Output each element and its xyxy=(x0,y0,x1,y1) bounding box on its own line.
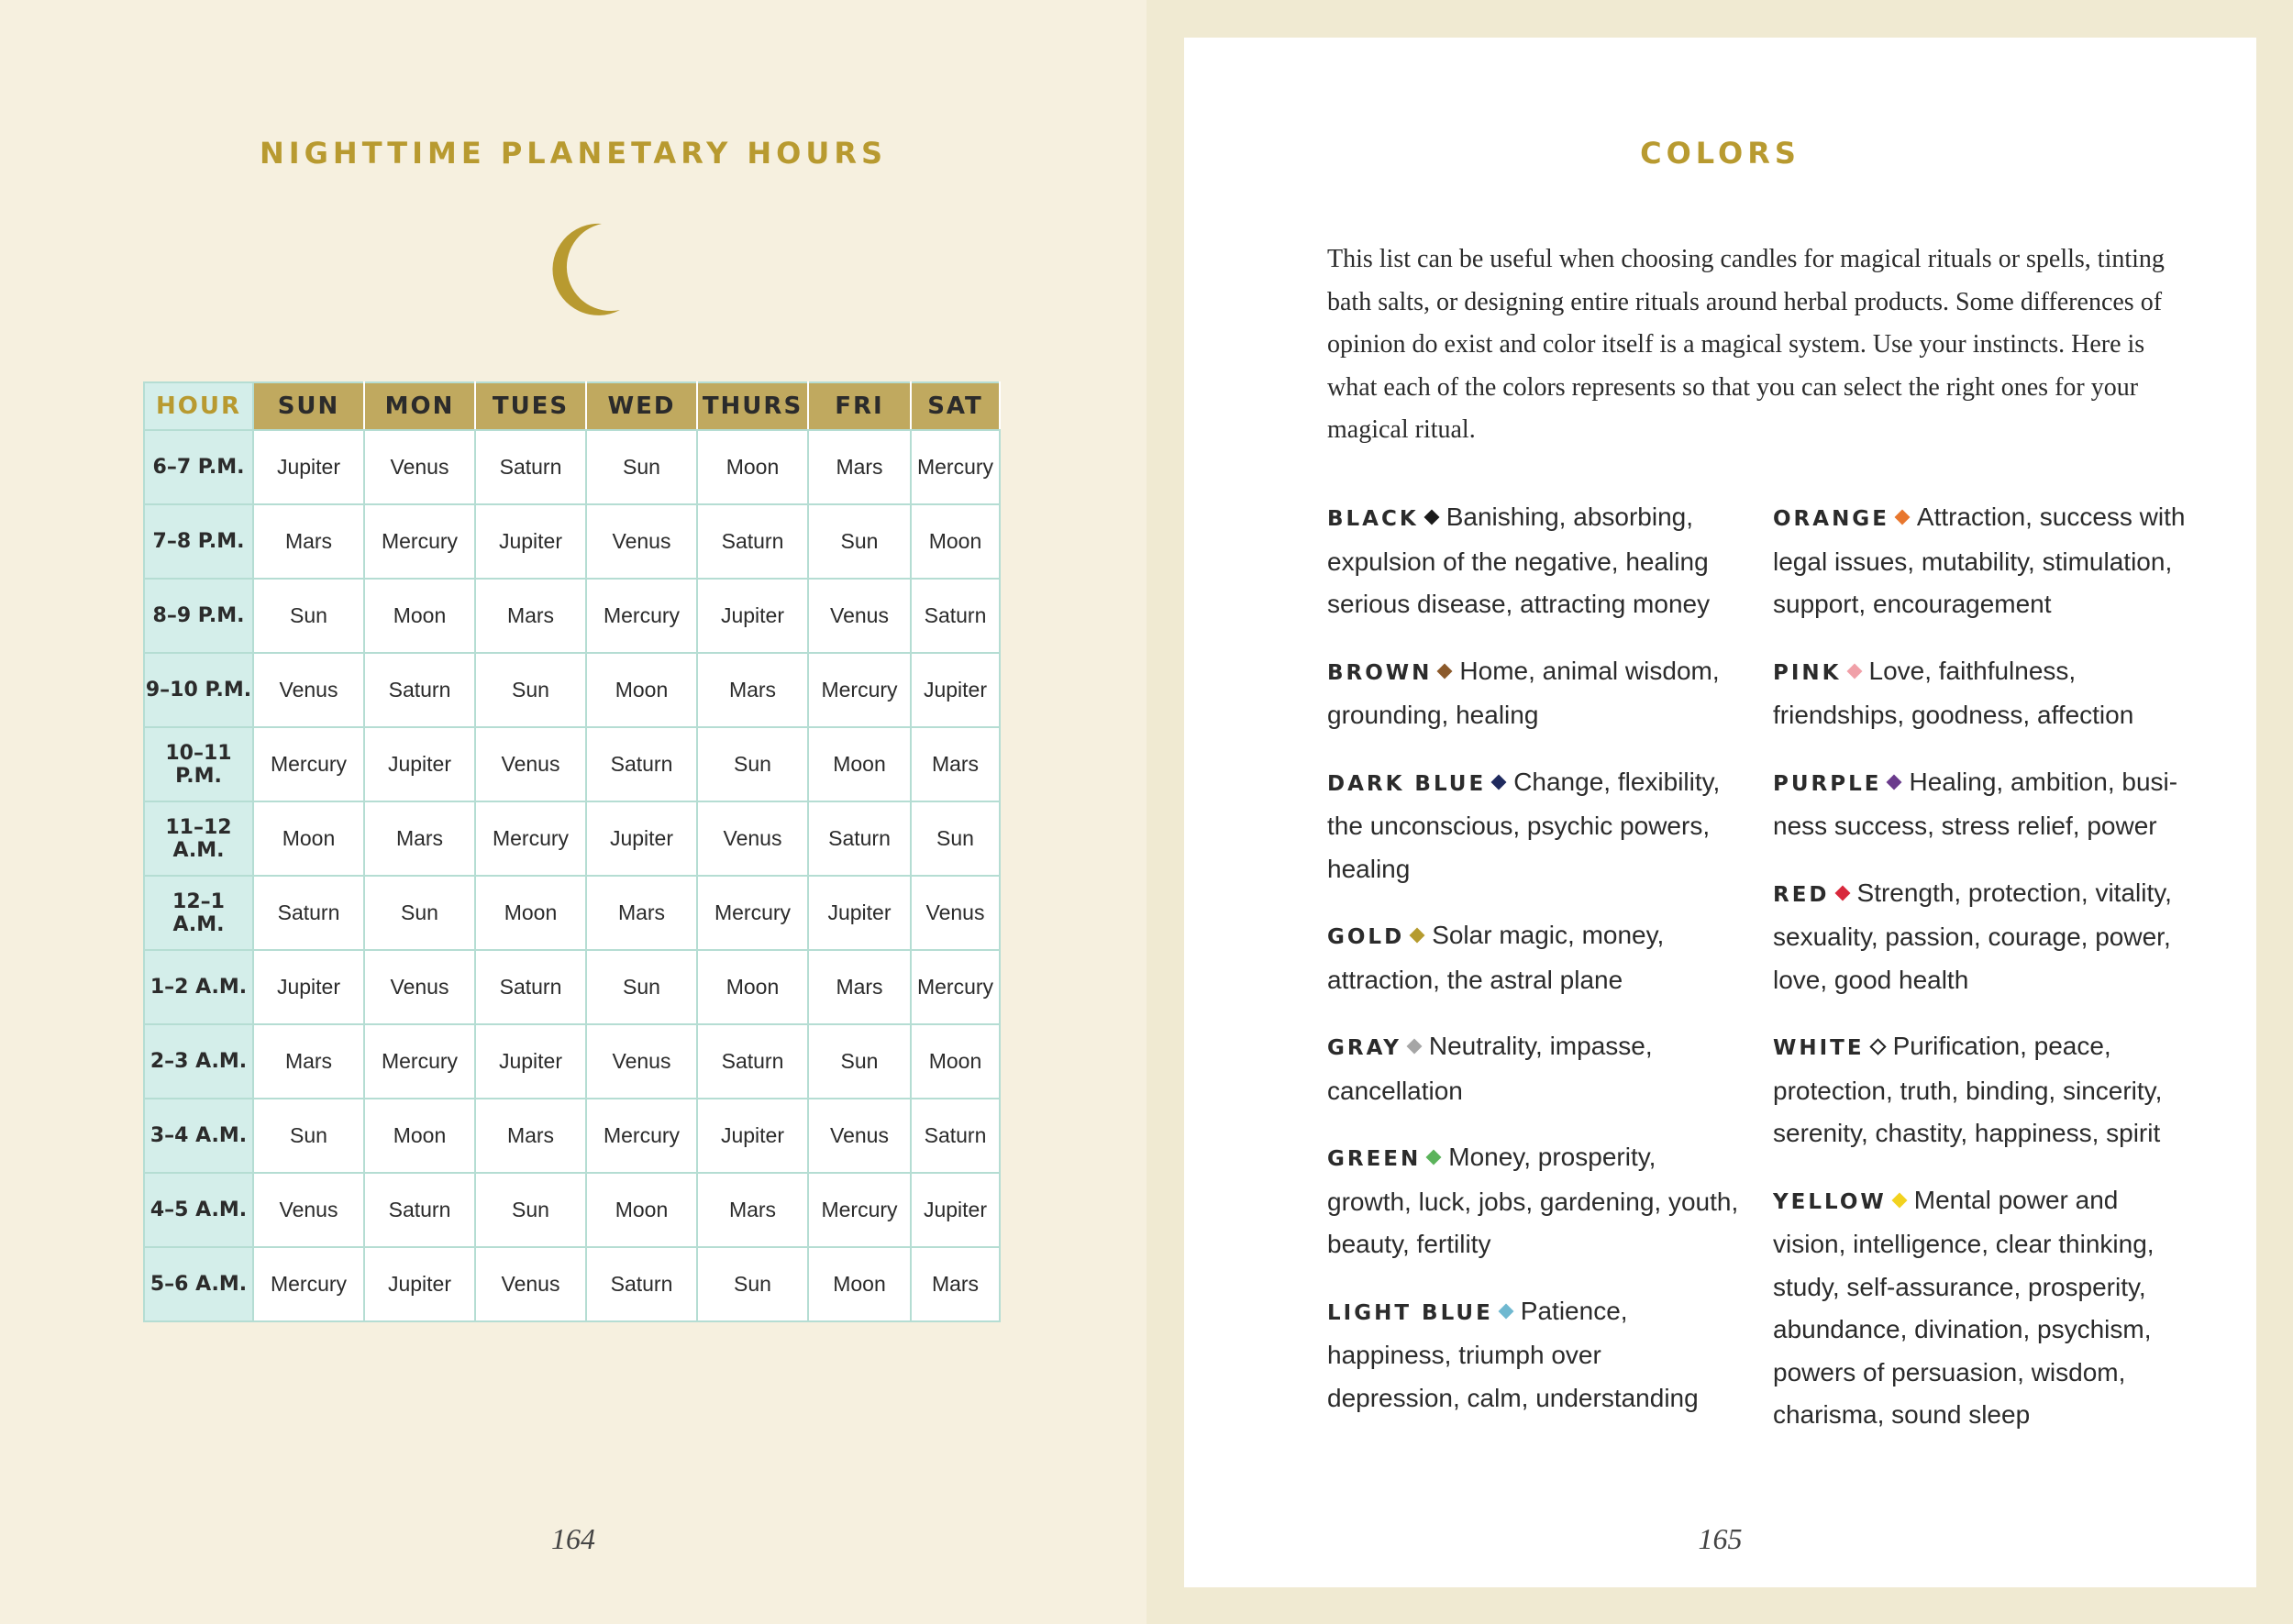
color-meaning: Patience, happiness, triumph over depression, calm, understanding xyxy=(1327,1296,1699,1412)
diamond-icon xyxy=(1423,510,1439,525)
planet-cell: Saturn xyxy=(911,579,1000,653)
color-meaning: Purification, peace, protection, truth, binding, sincerity, serenity, chastity, happiness, spirit xyxy=(1773,1032,2163,1147)
diamond-icon xyxy=(1406,1039,1422,1055)
right-page xyxy=(1146,0,2293,1624)
table-row xyxy=(144,430,1000,504)
planet-cell: Sun xyxy=(253,1099,364,1173)
color-entry xyxy=(1773,1025,2195,1155)
planet-cell: Venus xyxy=(911,876,1000,950)
planet-cell: Venus xyxy=(697,801,808,876)
color-entry xyxy=(1773,872,2195,1002)
planet-cell: Jupiter xyxy=(808,876,911,950)
planet-cell: Mars xyxy=(475,1099,586,1173)
planet-cell: Mercury xyxy=(586,579,697,653)
color-name: ORANGE xyxy=(1773,507,1889,531)
color-entry xyxy=(1773,1179,2195,1437)
color-entry xyxy=(1327,650,1740,737)
color-meaning: Healing, ambition, business success, stress relief, power xyxy=(1773,767,2178,840)
hour-cell: 5–6 A.M. xyxy=(144,1247,253,1321)
table-row xyxy=(144,801,1000,876)
table-row xyxy=(144,876,1000,950)
planet-cell: Moon xyxy=(586,653,697,727)
planet-cell: Mercury xyxy=(475,801,586,876)
color-meaning: Banishing, absorbing, expulsion of the negative, healing serious disease, attracting money xyxy=(1327,503,1711,618)
planet-cell: Moon xyxy=(911,504,1000,579)
hour-cell: 4–5 A.M. xyxy=(144,1173,253,1247)
column-header: TUES xyxy=(475,382,586,430)
planet-cell: Sun xyxy=(697,727,808,801)
diamond-icon xyxy=(1887,774,1902,790)
planet-cell: Mars xyxy=(697,1173,808,1247)
diamond-icon xyxy=(1891,1192,1907,1208)
column-header: MON xyxy=(364,382,475,430)
planet-cell: Moon xyxy=(364,579,475,653)
column-header: HOUR xyxy=(144,382,253,430)
colors-column-right xyxy=(1773,496,2195,1461)
planet-cell: Mercury xyxy=(697,876,808,950)
planet-cell: Venus xyxy=(253,653,364,727)
color-entry xyxy=(1773,761,2195,848)
planet-cell: Moon xyxy=(808,1247,911,1321)
color-entry xyxy=(1773,650,2195,737)
color-meaning: Home, animal wisdom, grounding, healing xyxy=(1327,656,1720,729)
planet-cell: Venus xyxy=(586,504,697,579)
hour-cell: 8–9 P.M. xyxy=(144,579,253,653)
hour-cell: 10–11 P.M. xyxy=(144,727,253,801)
hour-cell: 9–10 P.M. xyxy=(144,653,253,727)
planet-cell: Saturn xyxy=(586,727,697,801)
table-row xyxy=(144,1099,1000,1173)
color-name: BROWN xyxy=(1327,660,1433,685)
table-row xyxy=(144,504,1000,579)
column-header: THURS xyxy=(697,382,808,430)
planet-cell: Sun xyxy=(475,1173,586,1247)
color-name: YELLOW xyxy=(1773,1189,1887,1214)
color-name: RED xyxy=(1773,882,1830,907)
column-header: WED xyxy=(586,382,697,430)
table-row xyxy=(144,653,1000,727)
planet-cell: Venus xyxy=(586,1024,697,1099)
page-title: NIGHTTIME PLANETARY HOURS xyxy=(259,136,888,171)
planet-cell: Mars xyxy=(911,1247,1000,1321)
diamond-icon xyxy=(1426,1150,1442,1166)
planet-cell: Jupiter xyxy=(697,579,808,653)
planet-cell: Jupiter xyxy=(475,504,586,579)
planet-cell: Sun xyxy=(697,1247,808,1321)
planet-cell: Mars xyxy=(253,504,364,579)
planet-cell: Moon xyxy=(697,430,808,504)
planet-cell: Mars xyxy=(253,1024,364,1099)
left-page xyxy=(0,0,1146,1624)
planet-cell: Sun xyxy=(586,430,697,504)
planet-cell: Sun xyxy=(586,950,697,1024)
color-entry xyxy=(1327,914,1740,1001)
planet-cell: Saturn xyxy=(808,801,911,876)
planet-cell: Moon xyxy=(253,801,364,876)
planet-cell: Mars xyxy=(364,801,475,876)
planet-cell: Mercury xyxy=(253,727,364,801)
planet-cell: Mars xyxy=(808,950,911,1024)
planet-cell: Jupiter xyxy=(697,1099,808,1173)
crescent-moon-icon xyxy=(530,218,631,319)
column-header: FRI xyxy=(808,382,911,430)
planet-cell: Saturn xyxy=(697,504,808,579)
table-row xyxy=(144,1247,1000,1321)
diamond-icon xyxy=(1437,663,1453,679)
hour-cell: 6–7 P.M. xyxy=(144,430,253,504)
planet-cell: Mars xyxy=(697,653,808,727)
diamond-icon xyxy=(1834,885,1850,900)
hour-cell: 12–1 A.M. xyxy=(144,876,253,950)
color-name: GRAY xyxy=(1327,1036,1401,1060)
color-entry xyxy=(1773,496,2195,626)
planet-cell: Venus xyxy=(364,430,475,504)
planet-cell: Mercury xyxy=(911,950,1000,1024)
color-meaning: Neutrality, impasse, cancellation xyxy=(1327,1032,1653,1105)
planet-cell: Venus xyxy=(808,579,911,653)
column-header: SUN xyxy=(253,382,364,430)
color-meaning: Money, prosperity, growth, luck, jobs, gardening, youth, beauty, fertility xyxy=(1327,1143,1739,1258)
planet-cell: Saturn xyxy=(253,876,364,950)
diamond-icon xyxy=(1869,1038,1886,1055)
planet-cell: Jupiter xyxy=(364,727,475,801)
planet-cell: Mars xyxy=(911,727,1000,801)
page-card xyxy=(1184,38,2256,1587)
column-header: SAT xyxy=(911,382,1000,430)
hour-cell: 11–12 A.M. xyxy=(144,801,253,876)
color-name: BLACK xyxy=(1327,507,1419,531)
color-name: PINK xyxy=(1773,660,1842,685)
planet-cell: Mercury xyxy=(253,1247,364,1321)
planet-cell: Mars xyxy=(808,430,911,504)
planet-cell: Mercury xyxy=(808,1173,911,1247)
planet-cell: Jupiter xyxy=(911,653,1000,727)
planet-cell: Sun xyxy=(808,504,911,579)
planet-cell: Mercury xyxy=(808,653,911,727)
planet-cell: Venus xyxy=(253,1173,364,1247)
color-meaning: Strength, protection, vitality, sexuality, passion, courage, power, love, good health xyxy=(1773,878,2172,994)
planet-cell: Mars xyxy=(586,876,697,950)
planet-cell: Jupiter xyxy=(911,1173,1000,1247)
table-row xyxy=(144,1024,1000,1099)
intro-paragraph: This list can be useful when choosing candles for magical rituals or spells, tinting bath salts, or designing entire rituals around herbal products. Some differences of opinion do exist and color itself is a magical system. Use your instincts. Here is what each of the colors represents so that you can select the right ones for your magical ritual. xyxy=(1327,245,2165,444)
planet-cell: Sun xyxy=(253,579,364,653)
planet-cell: Jupiter xyxy=(253,430,364,504)
planet-cell: Venus xyxy=(808,1099,911,1173)
planet-cell: Mercury xyxy=(911,430,1000,504)
planet-cell: Sun xyxy=(808,1024,911,1099)
color-entry xyxy=(1327,1136,1740,1266)
diamond-icon xyxy=(1846,663,1862,679)
planet-cell: Saturn xyxy=(364,653,475,727)
hour-cell: 2–3 A.M. xyxy=(144,1024,253,1099)
planet-cell: Sun xyxy=(911,801,1000,876)
table-row xyxy=(144,579,1000,653)
planet-cell: Saturn xyxy=(475,950,586,1024)
color-name: GREEN xyxy=(1327,1147,1422,1171)
planet-cell: Venus xyxy=(364,950,475,1024)
planet-cell: Venus xyxy=(475,727,586,801)
planet-cell: Jupiter xyxy=(475,1024,586,1099)
hour-cell: 1–2 A.M. xyxy=(144,950,253,1024)
planet-cell: Saturn xyxy=(364,1173,475,1247)
planet-cell: Sun xyxy=(475,653,586,727)
diamond-icon xyxy=(1894,510,1910,525)
planet-cell: Mars xyxy=(475,579,586,653)
planet-cell: Saturn xyxy=(475,430,586,504)
planet-cell: Saturn xyxy=(697,1024,808,1099)
color-entry xyxy=(1327,1290,1740,1420)
planet-cell: Jupiter xyxy=(364,1247,475,1321)
color-entry xyxy=(1327,1025,1740,1112)
table-row xyxy=(144,727,1000,801)
hour-cell: 7–8 P.M. xyxy=(144,504,253,579)
colors-column-left xyxy=(1327,496,1740,1443)
planet-cell: Saturn xyxy=(911,1099,1000,1173)
color-meaning: Attraction, success with legal issues, mutability, stimulation, support, encouragement xyxy=(1773,503,2186,618)
diamond-icon xyxy=(1498,1303,1513,1319)
color-meaning: Solar magic, money, attraction, the astral plane xyxy=(1327,921,1665,994)
color-name: GOLD xyxy=(1327,925,1405,949)
planet-cell: Mercury xyxy=(586,1099,697,1173)
table-row xyxy=(144,1173,1000,1247)
page-number: 165 xyxy=(1698,1522,1743,1555)
planet-cell: Moon xyxy=(475,876,586,950)
color-name: LIGHT BLUE xyxy=(1327,1300,1493,1325)
planet-cell: Mercury xyxy=(364,504,475,579)
diamond-icon xyxy=(1410,928,1425,944)
color-meaning: Mental power and vision, intelligence, clear thinking, study, self-assurance, prosperity, abundance, divination, psychism, powers of persuasion, wisdom, charisma, sound sleep xyxy=(1773,1185,2155,1429)
page-title: COLORS xyxy=(1640,136,1800,171)
planet-cell: Saturn xyxy=(586,1247,697,1321)
color-name: WHITE xyxy=(1773,1036,1865,1060)
color-entry xyxy=(1327,761,1740,891)
color-entry xyxy=(1327,496,1740,626)
table-header-row xyxy=(144,382,1000,430)
planetary-hours-table xyxy=(143,381,1001,1322)
diamond-icon xyxy=(1491,774,1507,790)
planet-cell: Jupiter xyxy=(253,950,364,1024)
planet-cell: Moon xyxy=(586,1173,697,1247)
planet-cell: Moon xyxy=(364,1099,475,1173)
hour-cell: 3–4 A.M. xyxy=(144,1099,253,1173)
color-meaning: Love, faithfulness, friendships, goodness, affection xyxy=(1773,656,2134,729)
color-name: DARK BLUE xyxy=(1327,771,1487,796)
planet-cell: Moon xyxy=(911,1024,1000,1099)
table-row xyxy=(144,950,1000,1024)
planet-cell: Sun xyxy=(364,876,475,950)
color-meaning: Change, flexibility, the unconscious, psychic powers, healing xyxy=(1327,767,1721,883)
color-name: PURPLE xyxy=(1773,771,1882,796)
planet-cell: Moon xyxy=(808,727,911,801)
planet-cell: Venus xyxy=(475,1247,586,1321)
page-number: 164 xyxy=(551,1522,595,1555)
planet-cell: Mercury xyxy=(364,1024,475,1099)
planet-cell: Moon xyxy=(697,950,808,1024)
planet-cell: Jupiter xyxy=(586,801,697,876)
